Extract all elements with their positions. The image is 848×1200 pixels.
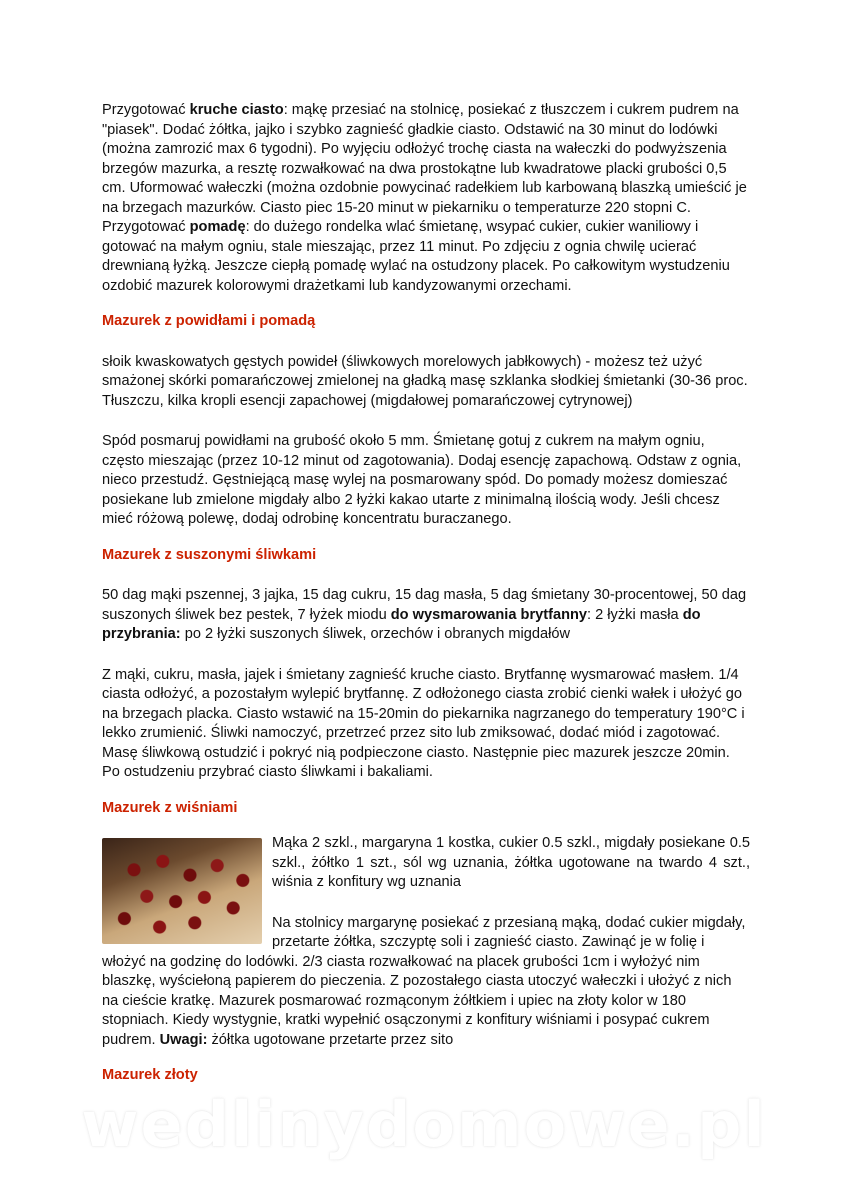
section3-body: [102, 834, 750, 1050]
section-heading-wisnie: Mazurek z wiśniami: [102, 799, 238, 816]
intro-text: : do dużego rondelka wlać śmietanę, wsypać cukier, cukier waniliowy i gotować na małym ogniu, stale mieszając, przez 11 minut. Po zdjęciu z ognia chwilę ucierać drewnianą łyżką. Jeszcze ciepłą pomadę wylać na ostudzony placek. Po całkowitym wystudzeniu ozdobić mazurek kolorowymi drażetkami lub kandyzowanymi orzechami.: [102, 219, 730, 294]
section3-ingredients: Mąka 2 szkl., margaryna 1 kostka, cukier 0.5 szkl., migdały posiekane 0.5 szkl., żółtko 1 szt., sól wg uznania, żółtka ugotowane na twardo 4 szt., wiśnia z konfitury wg uznania: [272, 835, 750, 890]
section-heading-zloty: Mazurek złoty: [102, 1067, 198, 1083]
mazurek-photo: [102, 838, 262, 944]
intro-bold-kruche-ciasto: kruche ciasto: [189, 102, 284, 118]
section-heading-sliwki: Mazurek z suszonymi śliwkami: [102, 546, 317, 563]
intro-text: : mąkę przesiać na stolnicę, posiekać z tłuszczem i cukrem pudrem na "piasek". Dodać żółtka, jajko i szybko zagnieść gładkie ciasto. Odstawić na 30 minut do lodówki (można zamrozić max 6 tygodni). Po wyjęciu odłożyć trochę ciasta na wałeczki do podwyższenia brzegów mazurka, a resztę rozwałkować na dwa prostokątne lub kwadratowe placki grubości 0,5 cm. Uformować wałeczki (można ozdobnie powycinać radełkiem lub karbowaną blaszką umieścić je na brzegach mazurków. Ciasto piec 15-20 minut w piekarniku o temperaturze 220 stopni C. Przygotować: [102, 102, 747, 235]
section2-method: Z mąki, cukru, masła, jajek i śmietany zagnieść kruche ciasto. Brytfannę wysmarować masłem. 1/4 ciasta odłożyć, a pozostałym wylepić brytfannę. Z odłożonego ciasta zrobić cienki wałek i ułożyć go na brzegach placka. Ciasto wstawić na 15-20min do piekarnika nagrzanego do temperatury 190°C i lekko zrumienić. Śliwki namoczyć, przetrzeć przez sito lub zmiksować, dodać miód i zagotować. Masę śliwkową ostudzić i pokryć nią podpieczone ciasto. Następnie piec mazurek jeszcze 20min. Po ostudzeniu przybrać ciasto śliwkami i bakaliami.: [102, 666, 745, 780]
section1-method: Spód posmaruj powidłami na grubość około 5 mm. Śmietanę gotuj z cukrem na małym ogniu, często mieszając (przez 10-12 minut od zagotowania). Dodaj esencję zapachową. Odstaw z ognia, nieco przestudź. Gęstniejącą masę wylej na posmarowany spód. Do pomady możesz domieszać posiekane lub zmielone migdały albo 2 łyżki kakao utarte z minimalną ilością wody. Jeśli chcesz mieć różową polewę, dodaj odrobinę koncentratu buraczanego.: [102, 433, 742, 527]
ingredients-text: : 2 łyżki masła: [587, 606, 683, 623]
ingredients-text: po 2 łyżki suszonych śliwek, orzechów i obranych migdałów: [180, 626, 571, 642]
method-text: żółtka ugotowane przetarte przez sito: [207, 1031, 454, 1048]
watermark: wedlinydomowe.pl: [81, 1088, 767, 1161]
intro-text: Przygotować: [102, 102, 190, 118]
method-text: Na stolnicy margarynę posiekać z przesianą mąką, dodać cukier migdały, przetarte żółtka, szczyptę soli i zagnieść ciasto. Zawinąć je w folię i włożyć na godzinę do lodówki. 2/3 ciasta rozwałkować na placek grubości 1cm i wyłożyć nim blaszkę, wyściełoną papierem do pieczenia. Z pozostałego ciasta utoczyć wałeczki i ułożyć z nich na cieście kratkę. Mazurek posmarować rozmąconym żółtkiem i upiec na złoty kolor w 180 stopniach. Kiedy wystygnie, kratki wypełnić osączonymi z konfitury wiśniami i posypać cukrem pudrem.: [102, 914, 746, 1048]
section1-ingredients: słoik kwaskowatych gęstych powideł (śliwkowych morelowych jabłkowych) - możesz też użyć smażonej skórki pomarańczowej zmielonej na gładką masę szklanka słodkiej śmietanki (30-36 proc. Tłuszczu, kilka kropli esencji zapachowej (migdałowej pomarańczowej cytrynowej): [102, 353, 748, 409]
bold-do-wysmarowania: do wysmarowania brytfanny: [390, 606, 588, 623]
bold-uwagi: Uwagi:: [159, 1031, 208, 1048]
document-page: [102, 101, 750, 1086]
section-heading-powidla: Mazurek z powidłami i pomadą: [102, 313, 316, 329]
intro-paragraph: [102, 101, 750, 296]
ingredients-text: 50 dag mąki pszennej, 3 jajka, 15 dag cukru, 15 dag masła, 5 dag śmietany 30-procentowej, 50 dag suszonych śliwek bez pestek, 7 łyżek miodu: [102, 587, 747, 623]
intro-bold-pomade: pomadę: [189, 219, 246, 235]
section2-ingredients: [102, 586, 750, 645]
bold-do-przybrania: do przybrania:: [102, 606, 701, 642]
